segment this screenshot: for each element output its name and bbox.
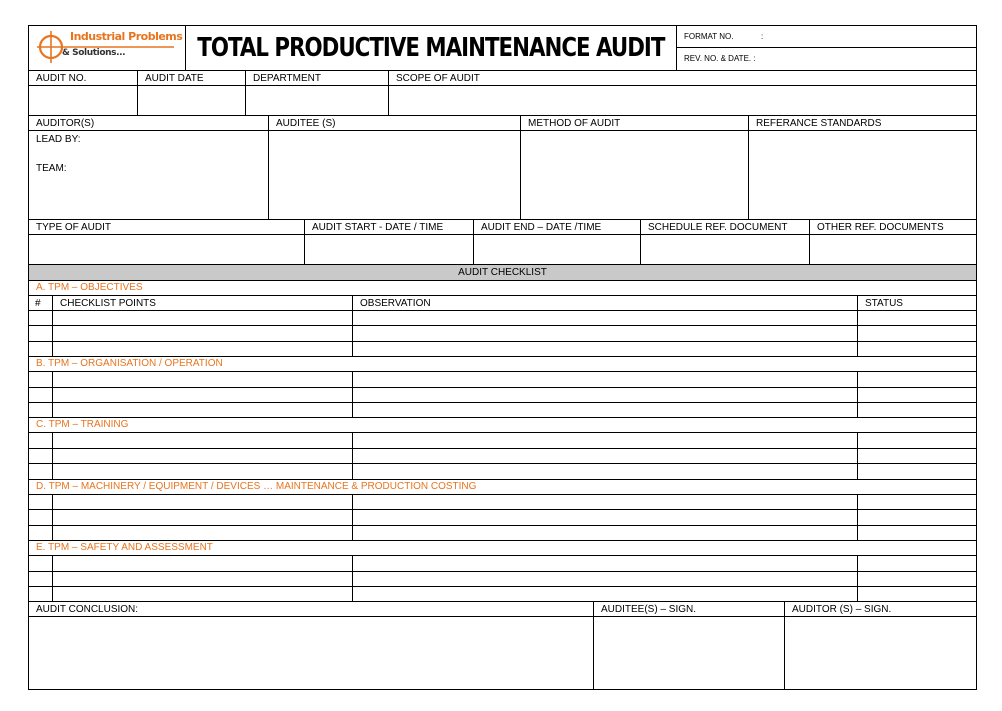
auditor-sign-field[interactable] (785, 617, 976, 689)
audit-start-field[interactable] (305, 235, 472, 263)
logo-line-1: Industrial Problems (70, 30, 183, 43)
divider (28, 295, 977, 296)
other-ref-label: OTHER REF. DOCUMENTS (817, 222, 944, 233)
divider (28, 280, 977, 281)
divider (28, 219, 977, 220)
observation-e[interactable] (353, 556, 857, 601)
divider (28, 601, 977, 602)
other-ref-field[interactable] (810, 235, 976, 263)
method-field[interactable] (521, 131, 747, 218)
checklist-points-b[interactable] (53, 372, 352, 417)
rev-no-label: REV. NO. & DATE. : (684, 54, 756, 63)
observation-c[interactable] (353, 433, 857, 479)
audit-date-field[interactable] (138, 86, 244, 114)
status-c[interactable] (858, 433, 976, 479)
auditee-field[interactable] (269, 131, 519, 218)
auditors-field[interactable] (85, 131, 267, 218)
column-observation-header: OBSERVATION (360, 298, 431, 309)
checklist-points-d[interactable] (53, 495, 352, 540)
divider (28, 417, 977, 418)
audit-no-label: AUDIT NO. (36, 73, 87, 84)
observation-b[interactable] (353, 372, 857, 417)
observation-a[interactable] (353, 311, 857, 356)
company-logo (34, 27, 183, 67)
audit-start-label: AUDIT START - DATE / TIME (312, 222, 444, 233)
checklist-points-c[interactable] (53, 433, 352, 479)
format-no-field[interactable] (772, 29, 972, 45)
checklist-points-a[interactable] (53, 311, 352, 356)
section-a-heading: A. TPM – OBJECTIVES (36, 282, 143, 293)
lead-by-label: LEAD BY: (36, 134, 81, 145)
logo-line-2: & Solutions... (62, 48, 126, 58)
type-of-audit-label: TYPE OF AUDIT (36, 222, 112, 233)
format-no-label: FORMAT NO. (684, 32, 734, 41)
auditee-label: AUDITEE (S) (276, 118, 336, 129)
auditor-sign-label: AUDITOR (S) – SIGN. (792, 604, 892, 615)
checklist-title: AUDIT CHECKLIST (29, 265, 976, 280)
status-e[interactable] (858, 556, 976, 601)
audit-no-field[interactable] (29, 86, 136, 114)
column-num-header: # (35, 298, 41, 309)
schedule-ref-label: SCHEDULE REF. DOCUMENT (648, 222, 788, 233)
team-label: TEAM: (36, 163, 67, 174)
divider (28, 115, 977, 116)
audit-conclusion-label: AUDIT CONCLUSION: (36, 604, 139, 615)
schedule-ref-field[interactable] (641, 235, 808, 263)
section-b-heading: B. TPM – ORGANISATION / OPERATION (36, 358, 223, 369)
section-c-heading: C. TPM – TRAINING (36, 419, 129, 430)
section-d-heading: D. TPM – MACHINERY / EQUIPMENT / DEVICES … MAINTENANCE & PRODUCTION COSTING (36, 481, 477, 492)
status-b[interactable] (858, 372, 976, 417)
audit-end-field[interactable] (474, 235, 639, 263)
column-points-header: CHECKLIST POINTS (60, 298, 156, 309)
status-a[interactable] (858, 311, 976, 356)
scope-label: SCOPE OF AUDIT (396, 73, 480, 84)
section-e-heading: E. TPM – SAFETY AND ASSESSMENT (36, 542, 213, 553)
auditors-label: AUDITOR(S) (36, 118, 95, 129)
rev-no-field[interactable] (772, 51, 972, 67)
checklist-points-e[interactable] (53, 556, 352, 601)
page-title: TOTAL PRODUCTIVE MAINTENANCE AUDIT (197, 33, 665, 63)
type-of-audit-field[interactable] (29, 235, 303, 263)
standards-field[interactable] (749, 131, 976, 218)
audit-end-label: AUDIT END – DATE /TIME (481, 222, 602, 233)
department-label: DEPARTMENT (253, 73, 321, 84)
auditee-sign-label: AUDITEE(S) – SIGN. (601, 604, 697, 615)
status-d[interactable] (858, 495, 976, 540)
standards-label: REFERANCE STANDARDS (756, 118, 882, 129)
column-status-header: STATUS (865, 298, 903, 309)
department-field[interactable] (246, 86, 387, 114)
format-no-separator: : (761, 32, 764, 41)
audit-conclusion-field[interactable] (29, 617, 592, 689)
auditee-sign-field[interactable] (594, 617, 783, 689)
scope-field[interactable] (389, 86, 976, 114)
method-label: METHOD OF AUDIT (528, 118, 621, 129)
divider (676, 47, 976, 48)
divider (28, 70, 977, 71)
audit-date-label: AUDIT DATE (145, 73, 204, 84)
observation-d[interactable] (353, 495, 857, 540)
